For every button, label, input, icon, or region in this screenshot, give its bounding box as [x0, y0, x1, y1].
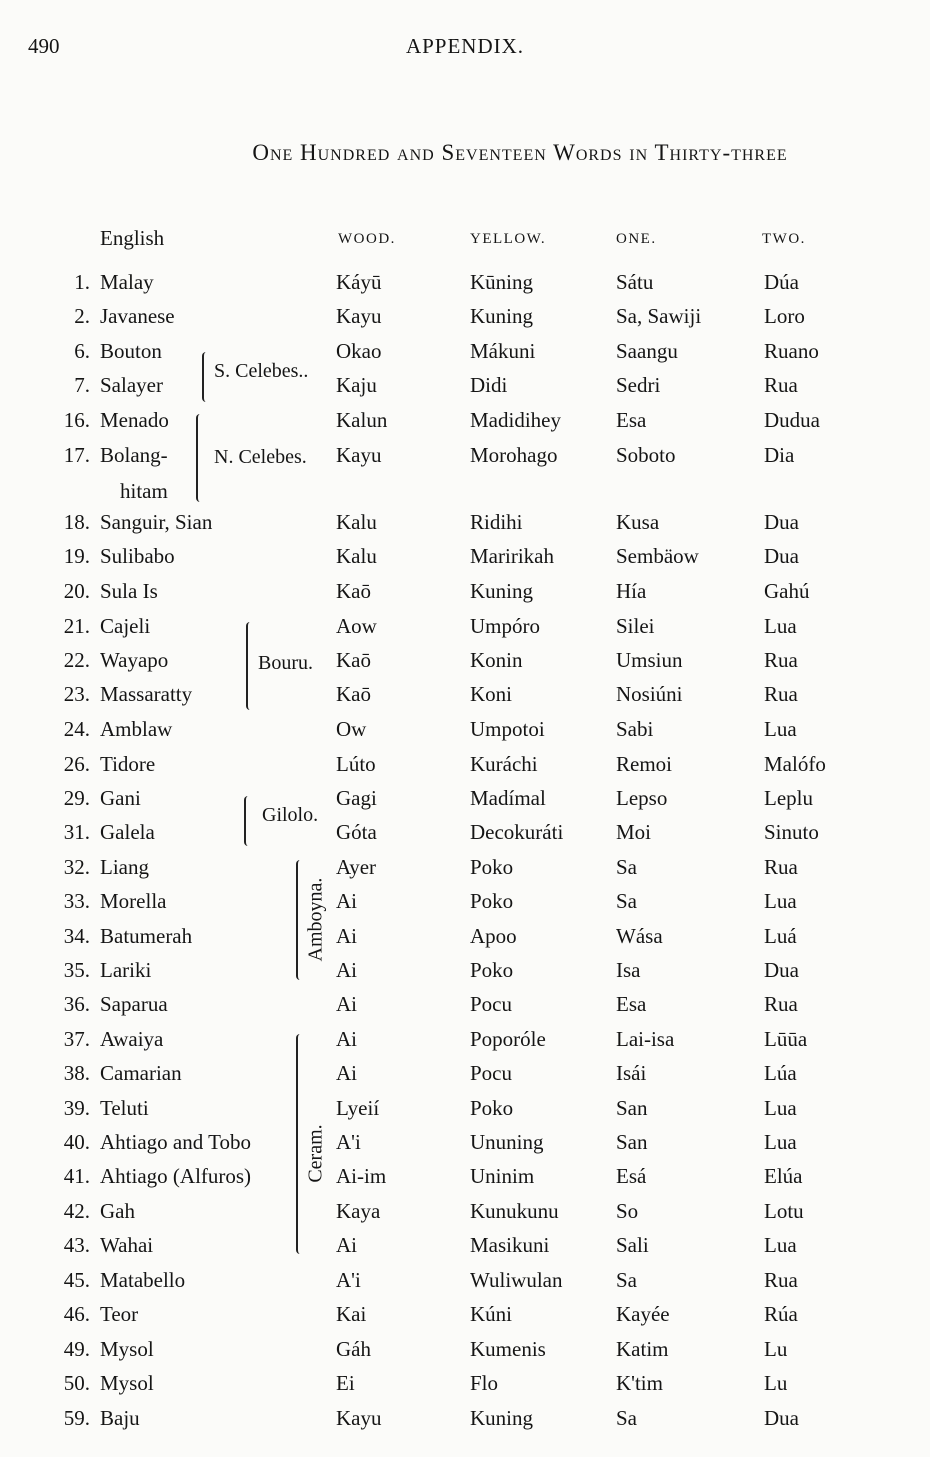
cell-two: Rua [764, 855, 798, 879]
language-name: Matabello [100, 1268, 186, 1292]
cell-wood: Gagi [336, 786, 377, 810]
table-row [0, 510, 930, 544]
cell-wood: Kayu [336, 304, 382, 328]
cell-yellow: Maririkah [470, 544, 554, 568]
cell-yellow: Wuliwulan [470, 1268, 563, 1292]
language-name: Ahtiago (Alfuros) [100, 1164, 252, 1188]
table-row [0, 1371, 930, 1405]
row-number: 45. [63, 1268, 90, 1292]
row-number: 22. [63, 648, 90, 672]
cell-two: Sinuto [764, 820, 819, 844]
cell-yellow: Decokuráti [470, 820, 564, 844]
cell-two: Lua [764, 1233, 797, 1257]
cell-one: K'tim [616, 1371, 663, 1395]
cell-two: Dúa [764, 270, 799, 294]
cell-two: Lua [764, 889, 797, 913]
cell-one: So [616, 1199, 639, 1223]
row-number: 23. [63, 682, 90, 706]
row-number: 6. [74, 339, 90, 363]
cell-wood: Kaya [336, 1199, 381, 1223]
cell-two: Malófo [764, 752, 826, 776]
cell-yellow: Kuning [470, 1406, 533, 1430]
language-name: Mysol [100, 1371, 154, 1395]
cell-yellow: Kúni [470, 1302, 512, 1326]
page-number: 490 [28, 34, 60, 58]
header-english: English [100, 226, 165, 250]
cell-yellow: Ridihi [470, 510, 523, 534]
cell-two: Dua [764, 544, 799, 568]
table-row [0, 408, 930, 442]
cell-yellow: Umpóro [470, 614, 540, 638]
row-number: 16. [63, 408, 90, 432]
cell-wood: Ai [336, 1061, 357, 1085]
header-wood: WOOD. [338, 231, 396, 247]
row-number: 32. [63, 855, 90, 879]
cell-one: Isa [616, 958, 641, 982]
cell-one: Umsiun [616, 648, 683, 672]
cell-one: Nosiúni [616, 682, 683, 706]
row-number: 33. [63, 889, 90, 913]
row-number: 20. [63, 579, 90, 603]
row-number: 2. [74, 304, 90, 328]
language-name: Bolang- [100, 443, 168, 467]
cell-one: Sátu [616, 270, 654, 294]
language-name: Cajeli [100, 614, 151, 638]
language-name: Camarian [100, 1061, 182, 1085]
cell-one: Moi [616, 820, 652, 844]
cell-two: Lua [764, 1130, 797, 1154]
table-row [0, 992, 930, 1026]
cell-yellow: Apoo [470, 924, 517, 948]
cell-one: Wása [616, 924, 663, 948]
language-name: Wahai [100, 1233, 154, 1257]
language-name: Menado [100, 408, 169, 432]
cell-two: Rua [764, 1268, 798, 1292]
cell-one: Sa [616, 889, 637, 913]
language-name: Malay [100, 270, 154, 294]
cell-wood: Ei [336, 1371, 355, 1395]
header-two: TWO. [762, 231, 806, 247]
row-number: 37. [63, 1027, 90, 1051]
group-label-amboyna: Amboyna. [304, 877, 327, 962]
cell-wood: Kayu [336, 1406, 382, 1430]
cell-two: Loro [764, 304, 805, 328]
cell-two: Dua [764, 510, 799, 534]
cell-two: Gahú [764, 579, 810, 603]
running-head: APPENDIX. [405, 34, 525, 58]
cell-wood: Okao [336, 339, 382, 363]
cell-one: Esá [616, 1164, 647, 1188]
table-row [0, 443, 930, 503]
row-number: 21. [63, 614, 90, 638]
row-number: 26. [63, 752, 90, 776]
table-row [0, 682, 930, 716]
row-number: 43. [63, 1233, 90, 1257]
brace-gilolo [244, 796, 252, 846]
cell-two: Dua [764, 958, 799, 982]
cell-yellow: Konin [470, 648, 523, 672]
cell-wood: Kaō [336, 648, 371, 672]
cell-wood: A'i [336, 1130, 361, 1154]
row-number: 59. [63, 1406, 90, 1430]
cell-one: Remoi [616, 752, 672, 776]
cell-one: Kayée [616, 1302, 670, 1326]
cell-wood: Kayu [336, 443, 382, 467]
language-name: Tidore [100, 752, 156, 776]
cell-wood: Ai [336, 1233, 357, 1257]
table-row [0, 1337, 930, 1371]
cell-two: Lu [764, 1371, 788, 1395]
language-name: Wayapo [100, 648, 169, 672]
cell-one: Esa [616, 992, 647, 1016]
cell-one: Kusa [616, 510, 660, 534]
row-number: 24. [63, 717, 90, 741]
cell-wood: Ai-im [336, 1164, 387, 1188]
row-number: 50. [63, 1371, 90, 1395]
cell-yellow: Koni [470, 682, 512, 706]
cell-yellow: Kuráchi [470, 752, 538, 776]
cell-one: Sa [616, 855, 637, 879]
language-name: Sanguir, Sian [100, 510, 213, 534]
table-row [0, 648, 930, 682]
cell-two: Rua [764, 373, 798, 397]
table-row [0, 544, 930, 578]
cell-yellow: Flo [470, 1371, 499, 1395]
cell-one: Isái [616, 1061, 647, 1085]
cell-two: Lūūa [764, 1027, 808, 1051]
group-label-s-celebes: S. Celebes.. [214, 360, 309, 382]
group-label-ceram: Ceram. [304, 1124, 327, 1183]
cell-wood: Ai [336, 889, 357, 913]
cell-yellow: Poko [470, 889, 514, 913]
cell-yellow: Poporóle [470, 1027, 546, 1051]
cell-yellow: Pocu [470, 1061, 512, 1085]
row-number: 39. [63, 1096, 90, 1120]
cell-two: Rúa [764, 1302, 798, 1326]
cell-two: Rua [764, 648, 798, 672]
brace-n-celebes [196, 414, 204, 502]
cell-two: Ruano [764, 339, 819, 363]
cell-two: Dia [764, 443, 795, 467]
cell-one: Soboto [616, 443, 676, 467]
group-label-bouru: Bouru. [258, 652, 313, 674]
cell-one: Sabi [616, 717, 654, 741]
cell-yellow: Poko [470, 1096, 514, 1120]
language-name: Bouton [100, 339, 162, 363]
cell-one: Sali [616, 1233, 649, 1257]
cell-one: Hía [616, 579, 647, 603]
group-label-gilolo: Gilolo. [262, 804, 319, 826]
cell-two: Rua [764, 682, 798, 706]
table-row [0, 1061, 930, 1095]
cell-one: Esa [616, 408, 647, 432]
row-number: 34. [63, 924, 90, 948]
language-name: Gah [100, 1199, 135, 1223]
language-name: Massaratty [100, 682, 193, 706]
cell-wood: Kai [336, 1302, 367, 1326]
cell-yellow: Morohago [470, 443, 558, 467]
brace-bouru [246, 622, 254, 710]
cell-one: Saangu [616, 339, 678, 363]
cell-wood: Kaō [336, 682, 371, 706]
cell-yellow: Masikuni [470, 1233, 550, 1257]
cell-one: Lai-isa [616, 1027, 675, 1051]
cell-wood: A'i [336, 1268, 361, 1292]
row-number: 18. [63, 510, 90, 534]
row-number: 29. [63, 786, 90, 810]
cell-wood: Kalu [336, 544, 377, 568]
table-row [0, 1302, 930, 1336]
row-number: 7. [74, 373, 90, 397]
cell-yellow: Ununing [470, 1130, 544, 1154]
language-name: Galela [100, 820, 155, 844]
cell-two: Lua [764, 1096, 797, 1120]
cell-two: Lotu [764, 1199, 804, 1223]
row-number: 40. [63, 1130, 90, 1154]
table-row [0, 1233, 930, 1267]
header-one: ONE. [616, 231, 657, 247]
cell-wood: Ayer [336, 855, 377, 879]
cell-one: Sa [616, 1268, 637, 1292]
cell-two: Dudua [764, 408, 820, 432]
table-row [0, 1199, 930, 1233]
language-name: Sula Is [100, 579, 158, 603]
cell-two: Lúa [764, 1061, 797, 1085]
table-row [0, 958, 930, 992]
table-row [0, 820, 930, 854]
language-name: Amblaw [100, 717, 173, 741]
cell-yellow: Poko [470, 855, 514, 879]
language-name: Gani [100, 786, 141, 810]
cell-wood: Lyeií [336, 1096, 380, 1120]
cell-two: Leplu [764, 786, 813, 810]
cell-wood: Ai [336, 992, 357, 1016]
cell-yellow: Kuning [470, 304, 533, 328]
cell-two: Dua [764, 1406, 799, 1430]
cell-one: Lepso [616, 786, 668, 810]
cell-yellow: Kuning [470, 579, 533, 603]
cell-yellow: Madidihey [470, 408, 561, 432]
header-yellow: YELLOW. [470, 231, 547, 247]
table-row [0, 855, 930, 889]
cell-wood: Ai [336, 924, 357, 948]
cell-wood: Ai [336, 1027, 357, 1051]
table-row [0, 304, 930, 338]
cell-wood: Kaju [336, 373, 377, 397]
brace-s-celebes [202, 352, 210, 402]
table-row [0, 1406, 930, 1440]
language-name: Awaiya [100, 1027, 164, 1051]
brace-amboyna [296, 860, 304, 980]
language-name: Lariki [100, 958, 152, 982]
cell-wood: Lúto [336, 752, 376, 776]
language-name-continued: hitam [120, 479, 168, 503]
cell-two: Lu [764, 1337, 788, 1361]
cell-yellow: Mákuni [470, 339, 536, 363]
cell-one: Sa, Sawiji [616, 304, 702, 328]
row-number: 31. [63, 820, 90, 844]
cell-wood: Gáh [336, 1337, 371, 1361]
cell-wood: Káyū [336, 270, 382, 294]
column-header-row [0, 226, 930, 256]
row-number: 36. [63, 992, 90, 1016]
cell-one: Sedri [616, 373, 661, 397]
row-number: 49. [63, 1337, 90, 1361]
language-name: Salayer [100, 373, 163, 397]
cell-two: Elúa [764, 1164, 803, 1188]
cell-two: Lua [764, 614, 797, 638]
table-row [0, 717, 930, 751]
cell-one: Katim [616, 1337, 669, 1361]
table-row [0, 270, 930, 304]
table-row [0, 373, 930, 407]
language-name: Javanese [100, 304, 175, 328]
section-title: One Hundred and Seventeen Words in Thirty-three [252, 140, 788, 165]
table-row [0, 1164, 930, 1198]
cell-wood: Góta [336, 820, 377, 844]
brace-ceram [296, 1034, 304, 1254]
language-name: Morella [100, 889, 167, 913]
table-row [0, 1027, 930, 1061]
cell-yellow: Uninim [470, 1164, 535, 1188]
row-number: 17. [63, 443, 90, 467]
table-row [0, 614, 930, 648]
cell-yellow: Umpotoi [470, 717, 545, 741]
cell-two: Luá [764, 924, 797, 948]
cell-wood: Kalu [336, 510, 377, 534]
language-name: Teor [100, 1302, 139, 1326]
cell-yellow: Pocu [470, 992, 512, 1016]
table-row [0, 786, 930, 820]
table-row [0, 924, 930, 958]
cell-wood: Kalun [336, 408, 388, 432]
language-name: Baju [100, 1406, 140, 1430]
table-row [0, 1130, 930, 1164]
cell-yellow: Didi [470, 373, 508, 397]
row-number: 1. [74, 270, 90, 294]
cell-wood: Ow [336, 717, 367, 741]
cell-wood: Aow [336, 614, 377, 638]
language-name: Ahtiago and Tobo [100, 1130, 251, 1154]
language-name: Mysol [100, 1337, 154, 1361]
row-number: 42. [63, 1199, 90, 1223]
language-name: Liang [100, 855, 149, 879]
cell-one: Sembäow [616, 544, 699, 568]
row-number: 41. [63, 1164, 90, 1188]
cell-yellow: Kunukunu [470, 1199, 559, 1223]
row-number: 46. [63, 1302, 90, 1326]
language-name: Teluti [100, 1096, 149, 1120]
cell-wood: Ai [336, 958, 357, 982]
cell-one: Sa [616, 1406, 637, 1430]
cell-yellow: Kūning [470, 270, 533, 294]
cell-yellow: Kumenis [470, 1337, 546, 1361]
language-name: Saparua [100, 992, 168, 1016]
cell-wood: Kaō [336, 579, 371, 603]
cell-one: San [616, 1096, 648, 1120]
language-name: Sulibabo [100, 544, 175, 568]
table-row [0, 1268, 930, 1302]
table-row [0, 579, 930, 613]
language-name: Batumerah [100, 924, 193, 948]
table-row [0, 339, 930, 373]
table-row [0, 752, 930, 786]
cell-two: Rua [764, 992, 798, 1016]
cell-one: San [616, 1130, 648, 1154]
cell-yellow: Poko [470, 958, 514, 982]
row-number: 19. [63, 544, 90, 568]
cell-two: Lua [764, 717, 797, 741]
table-row [0, 1096, 930, 1130]
table-row [0, 889, 930, 923]
row-number: 38. [63, 1061, 90, 1085]
row-number: 35. [63, 958, 90, 982]
cell-yellow: Madímal [470, 786, 546, 810]
cell-one: Silei [616, 614, 655, 638]
group-label-n-celebes: N. Celebes. [214, 446, 307, 468]
